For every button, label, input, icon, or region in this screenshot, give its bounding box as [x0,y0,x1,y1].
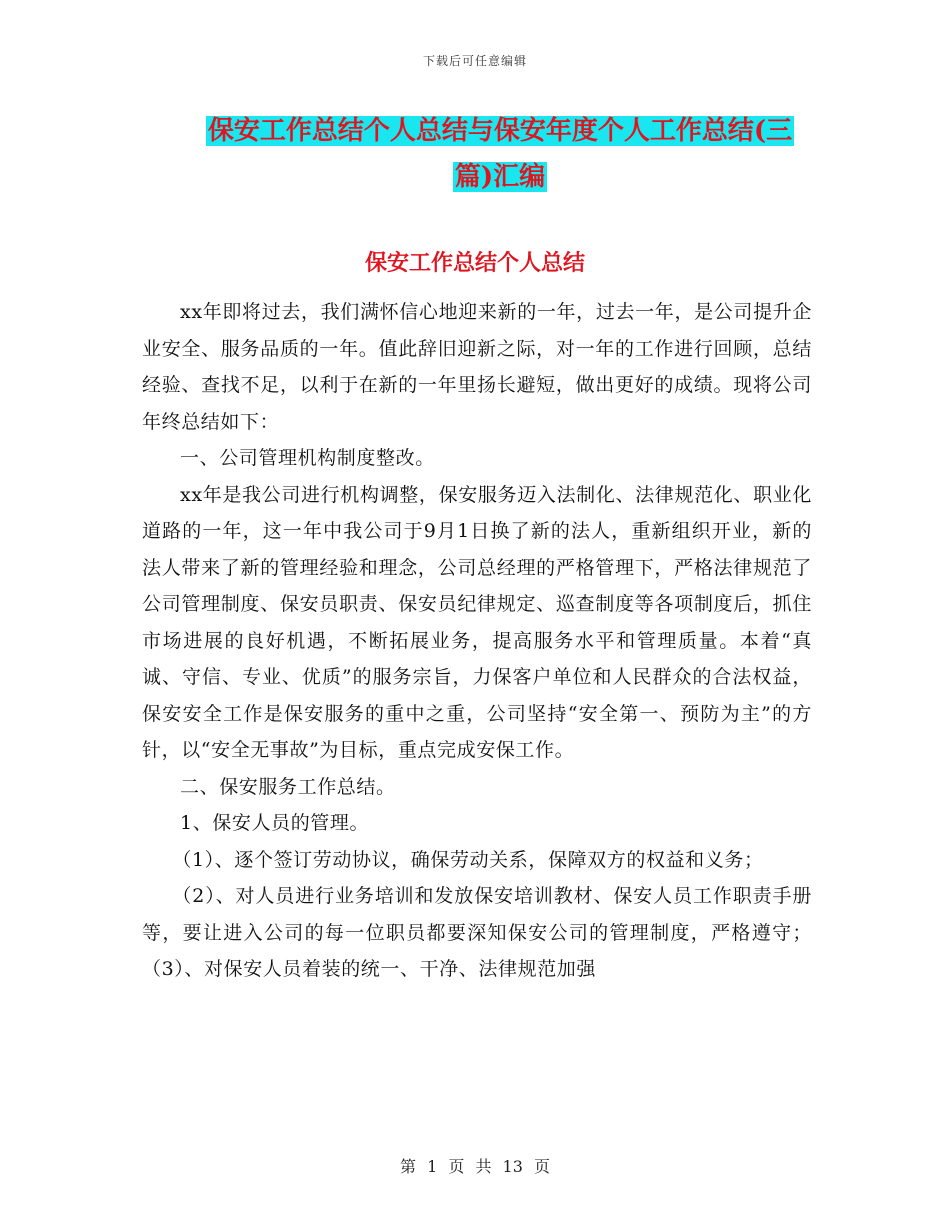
heading-one: 一、公司管理机构制度整改。 [180,447,435,469]
list-item-training: （2）、对人员进行业务培训和发放保安培训教材、保安人员工作职责手册等，要让进入公司的每一位职员都要深知保安公司的管理制度，严格遵守；（3）、对保安人员着装的统一、干净、法律规范加强 [142,885,812,980]
header-note: 下载后可任意编辑 [422,54,527,68]
heading-two: 二、保安服务工作总结。 [180,775,396,798]
document-title [140,108,860,200]
section-title: 保安工作总结个人总结 [364,250,585,276]
subheading-personnel: 1、保安人员的管理。 [180,812,370,834]
document-title-line2: 篇)汇编 [454,162,546,192]
page-number: 第 1 页 共 13 页 [400,1157,550,1176]
document-title-line1: 保安工作总结个人总结与保安年度个人工作总结(三 [207,116,793,146]
paragraph-intro: xx年即将过去，我们满怀信心地迎来新的一年，过去一年，是公司提升企业安全、服务品质的一年。值此辞旧迎新之际，对一年的工作进行回顾，总结经验、查找不足，以利于在新的一年里扬长避短，做出更好的成绩。现将公司年终总结如下： [142,301,812,433]
paragraph-restructure: xx年是我公司进行机构调整，保安服务迈入法制化、法律规范化、职业化道路的一年，这一年中我公司于9月1日换了新的法人，重新组织开业，新的法人带来了新的管理经验和理念，公司总经理的严格管理下，严格法律规范了公司管理制度、保安员职责、保安员纪律规定、巡查制度等各项制度后，抓住市场进展的良好机遇，不断拓展业务，提高服务水平和管理质量。本着“真诚、守信、专业、优质”的服务宗旨，力保客户单位和人民群众的合法权益，保安安全工作是保安服务的重中之重，公司坚持“安全第一、预防为主”的方针，以“安全无事故”为目标，重点完成安保工作。 [142,483,812,761]
list-item-contract: （1）、逐个签订劳动协议，确保劳动关系，保障双方的权益和义务； [172,848,764,871]
document-body [142,294,812,988]
